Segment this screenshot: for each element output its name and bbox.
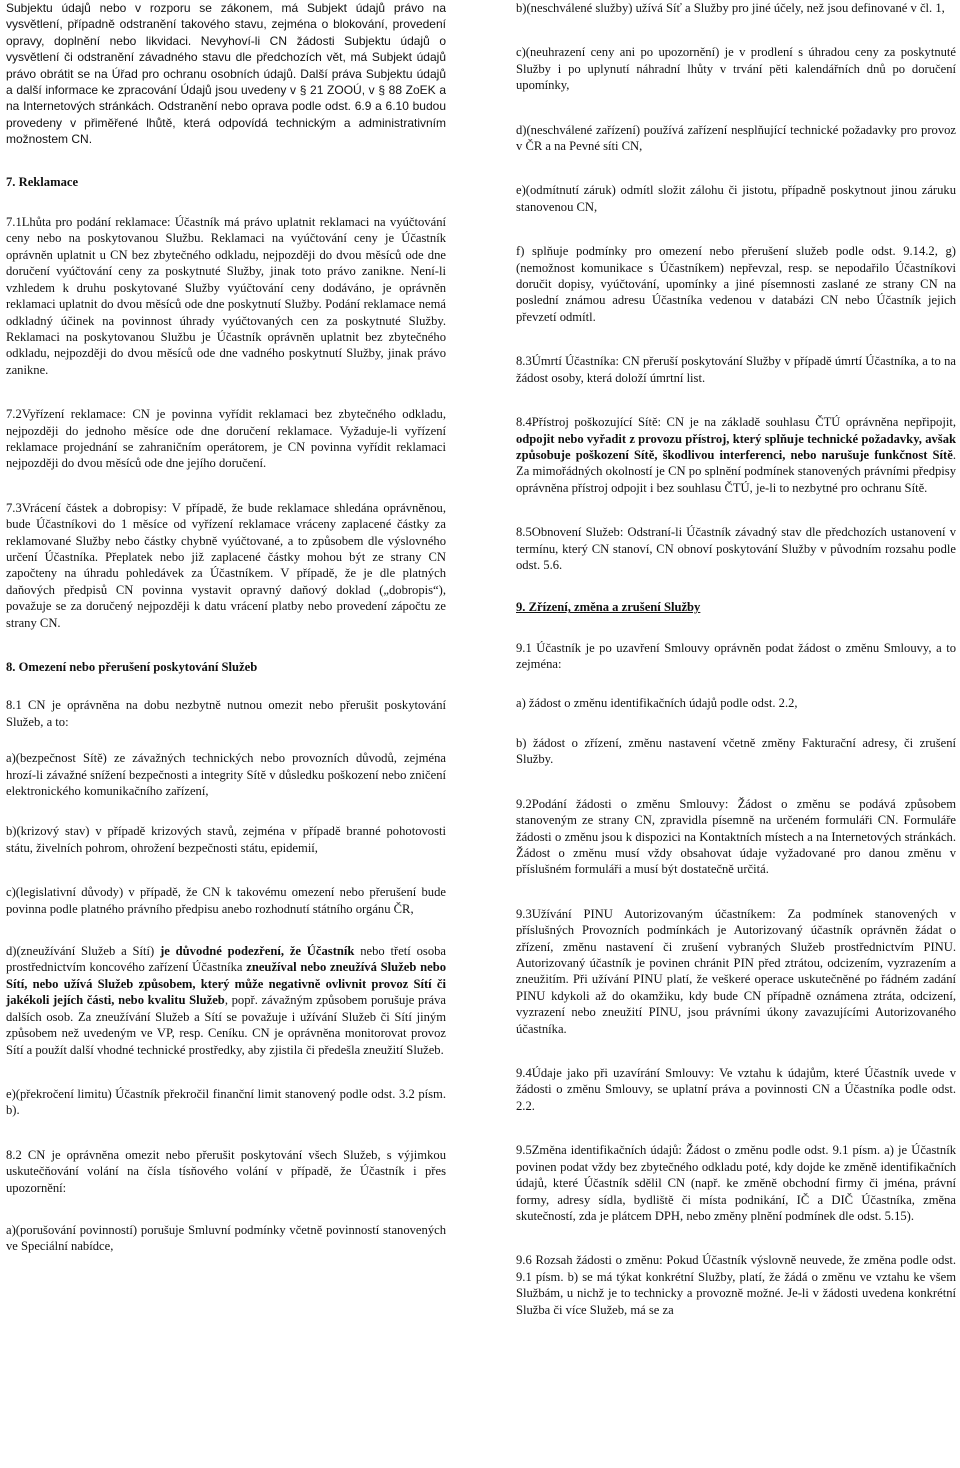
paragraph-7-1: 7.1Lhůta pro podání reklamace: Účastník má právo uplatnit reklamaci na vyúčtování ceny nebo na poskytovanou Službu. Reklamaci na vyúčtování ceny je Účastník oprávněn uplatnit u CN bez zbytečného odkladu, nejpozději do dvou měsíců ode dne doručení vyúčtování ceny za poskytnuté Služby, jinak toto právo zanikne. Není-li vzhledem k druhu poskytované Služby vyúčtování ceny dodáváno, je oprávněn reklamaci uplatnit do dvou měsíců ode dne poskytnutí Služby. Podání reklamace nemá odkladný účinek na povinnost úhrady vyúčtovaných cen za poskytnuté Služby. Reklamaci na poskytovanou Službu je Účastník oprávněn uplatnit bez zbytečného odkladu, nejpozději do dvou měsíců ode dne vadného poskytnutí Služby, jinak právo zanikne. (6, 215, 446, 377)
paragraph-8-5: 8.5Obnovení Služeb: Odstraní-li Účastník závadný stav dle předchozích ustanovení v termínu, který CN stanoví, CN obnoví poskytování Služby v původním rozsahu podle odst. 5.6. (516, 525, 956, 572)
paragraph-7-2: 7.2Vyřízení reklamace: CN je povinna vyřídit reklamaci bez zbytečného odkladu, nejpozději do jednoho měsíce ode dne doručení reklamace. Vyžaduje-li vyřízení reklamace projednání se zahraničním operátorem, je CN povinna vyřídit reklamaci nejpozději do dvou měsíců ode dne jejího doručení. (6, 407, 446, 471)
paragraph-8-1-d-part2: nebo třetí osoba prostřednictvím koncového zařízení Účastníka (6, 944, 447, 975)
paragraph-8-1-c: c)(legislativní důvody) v případě, že CN k takovému omezení nebo přerušení bude povinna podle platného právního předpisu anebo rozhodnutí státního orgánu ČR, (6, 885, 446, 916)
paragraph-8-3: 8.3Úmrtí Účastníka: CN přeruší poskytování Služby v případě úmrtí Účastníka, a to na žádost osoby, která doloží úmrtní list. (516, 354, 956, 385)
paragraph-8-1-d-part1: d)(zneužívání Služeb a Sítí) (6, 944, 161, 959)
paragraph-8-4-bold: odpojit nebo vyřadit z provozu přístroj, který splňuje technické požadavky, avšak způsobuje poškození Sítě, škodlivou interferenci, nebo narušuje funkčnost Sítě (516, 431, 956, 462)
paragraph-8-1-a: a)(bezpečnost Sítě) ze závažných technických nebo provozních důvodů, zejména hrozí-li závažné snížení bezpečnosti a integrity Sítě v důsledku poškození nebo zničení elektronického komunikačního zařízení, (6, 751, 446, 799)
paragraph-9-1-b: b) žádost o zřízení, změnu nastavení včetně změny Fakturační adresy, či zrušení Služby. (516, 735, 956, 767)
paragraph-9-2: 9.2Podání žádosti o změnu Smlouvy: Žádost o změnu se podává způsobem stanoveným ze strany CN, zpravidla písemně na určeném formuláři CN. Formuláře žádosti o změnu jsou k dispozici na Kontaktních místech a na Internetových stránkách. Žádost o změnu musí vždy obsahovat údaje vyžadované pro danou změnu v příslušném formuláři a musí být dostatečně určitá. (516, 796, 956, 877)
paragraph-9-6: 9.6 Rozsah žádosti o změnu: Pokud Účastník výslovně neuvede, že změna podle odst. 9.1 písm. b) se má týkat konkrétní Služby, platí, že žádá o změnu ve vztahu ke všem Službám, u nichž je to technicky a provozně možné. Je-li v žádosti uvedena konkrétní Služba či více Služeb, má se za (516, 1253, 956, 1317)
paragraph-8-1-b: b)(krizový stav) v případě krizových stavů, zejména v případě branné pohotovosti státu, živelních pohrom, ohrožení bezpečnosti státu, epidemií, (6, 824, 446, 855)
paragraph-8-2-b: b)(neschválené služby) užívá Síť a Služby pro jiné účely, než jsou definované v čl. 1, (516, 1, 945, 15)
left-column (6, 0, 446, 1255)
paragraph-8-2-c: c)(neuhrazení ceny ani po upozornění) je v prodlení s úhradou ceny za poskytnuté Služby i po uplynutí náhradní lhůty v trvání pěti kalendářních dnů po doručení upomínky, (516, 45, 956, 93)
paragraph-8-2-a: a)(porušování povinností) porušuje Smluvní podmínky včetně povinností stanovených ve Speciální nabídce, (6, 1222, 446, 1254)
paragraph-8-1-e: e)(překročení limitu) Účastník překročil finanční limit stanovený podle odst. 3.2 písm. b). (6, 1086, 446, 1118)
paragraph-8-2: 8.2 CN je oprávněna omezit nebo přerušit poskytování všech Služeb, s výjimkou uskutečňování volání na čísla tísňového volání v případě, že Účastník i přes upozornění: (6, 1147, 446, 1195)
paragraph-9-1: 9.1 Účastník je po uzavření Smlouvy oprávněn podat žádost o změnu Smlouvy, a to zejména: (516, 640, 956, 672)
paragraph-9-5: 9.5Změna identifikačních údajů: Žádost o změnu podle odst. 9.1 písm. a) je Účastník povinen podat vždy bez zbytečného odkladu poté, kdy dojde ke změně identifikačních údajů, které Účastník sdělil CN (např. ke změně obchodní firmy či jména, právní formy, adresy sídla, bydliště či místa podnikání, IČ a DIČ Účastníka, změna skutečností, zda je plátcem DPH, nebo změny plnění podmínek dle odst. 5.15). (516, 1143, 956, 1223)
paragraph-8-2-d: d)(neschválené zařízení) používá zařízení nesplňující technické požadavky pro provoz v ČR a na Pevné síti CN, (516, 122, 956, 154)
paragraph-8-2-f: f) splňuje podmínky pro omezení nebo přerušení služeb podle odst. 9.14.2, g) (nemožnost komunikace s Účastníkem) nepřevzal, resp. se nepodařilo Účastníkovi doručit dopisy, vyúčtování, upomínky a jiné písemnosti zaslané ze strany CN na poslední známou adresu Účastníka vedenou v databázi CN nebo Účastník jejich převzetí odmítl. (516, 244, 956, 324)
paragraph-8-1-d-bold2: zneužíval nebo zneužívá Služeb nebo Sítí, nebo užívá Služeb způsobem, který může negativně ovlivnit provoz Sítí či jakékoli jejích části, nebo kvalitu Služeb (6, 960, 446, 1008)
paragraph-8-4-part1: 8.4Přístroj poškozující Sítě: CN je na základě souhlasu ČTÚ oprávněna nepřipojit, (516, 415, 956, 430)
intro-paragraph: Subjektu údajů nebo v rozporu se zákonem, má Subjekt údajů právo na vysvětlení, případně odstranění takového stavu, zejména o blokování, provedení opravy, doplnění nebo likvidaci. Nevyhoví-li CN žádosti Subjektu údajů o vysvětlení či odstranění závadného stavu dle předchozích vět, má Subjekt údajů právo obrátit se na Úřad pro ochranu osobních údajů. Další práva Subjektu údajů a další informace ke zpracování Údajů jsou uvedeny v § 21 ZOOÚ, v § 88 ZoEK a na Internetových stránkách. Odstranění nebo oprava podle odst. 6.9 a 6.10 budou provedeny v přiměřené lhůtě, která odpovídá technickým a administrativním možnostem CN. (6, 1, 446, 147)
paragraph-9-4: 9.4Údaje jako při uzavírání Smlouvy: Ve vztahu k údajům, které Účastník uvede v žádosti o změnu Smlouvy, se uplatní práva a povinnosti CN a Účastníka podle odst. 2.2. (516, 1066, 956, 1113)
paragraph-9-1-a: a) žádost o změnu identifikačních údajů podle odst. 2.2, (516, 695, 798, 710)
paragraph-8-1: 8.1 CN je oprávněna na dobu nezbytně nutnou omezit nebo přerušit poskytování Služeb, a to: (6, 698, 446, 729)
paragraph-9-3: 9.3Užívání PINU Autorizovaným účastníkem: Za podmínek stanovených v příslušných Provozních podmínkách je Autorizovaný účastník oprávněn žádat o zřízení, změnu nastavení či zrušení vybraných Služeb prostřednictvím PINU. Autorizovaný účastník je povinen chránit PIN před ztrátou, odcizením, vyzrazením a zneužitím. Při užívání PINU platí, že veškeré operace uskutečněné po řádném zadání PINU kdykoli až do okamžiku, kdy bude CN případně oznámena ztráta, odcizení, vyzrazení nebo zneužití PINU, jsou právními úkony zavazujícími Autorizovaného účastníka. (516, 906, 956, 1036)
paragraph-8-1-d-bold1: je důvodné podezření, že Účastník (160, 944, 355, 959)
paragraph-7-3: 7.3Vrácení částek a dobropisy: V případě, že bude reklamace shledána oprávněnou, bude Účastníkovi do 1 měsíce od vyřízení reklamace vráceny zaplacené částky za reklamované Služby nebo částky chybně vyúčtované, a to způsobem dle výslovného určení Účastníka. Přeplatek nebo již zaplacené částky mohou být ze strany CN započteny na úhradu pohledávek za Účastníkem. V případě, že je dle platných daňových předpisů CN povinna vystavit opravný daňový doklad („dobropis“), považuje se za doručený nejpozději k datu vrácení platby nebo provedení zápočtu ze strany CN. (6, 500, 446, 630)
paragraph-8-1-d (6, 943, 446, 1058)
paragraph-8-1-d-part3: , popř. závažným způsobem porušuje práva dalších osob. Za zneužívání Služeb a Sítí se považuje i užívání Služeb či Sítí jiným způsobem než uvedeným ve VP, resp. Ceníku. CN je oprávněna monitorovat provoz Sítí a použít další vhodné technické prostředky, aby zjistila či předešla zneužití Služeb. (6, 993, 446, 1057)
paragraph-8-4 (516, 414, 956, 496)
section-7-heading: 7. Reklamace (6, 174, 79, 189)
paragraph-8-2-e: e)(odmítnutí záruk) odmítl složit zálohu či jistotu, případně poskytnout jinou záruku stanovenou CN, (516, 183, 956, 214)
paragraph-8-4-part2: . Za mimořádných okolností je CN po splnění podmínek stanovených právními předpisy oprávněna přístroj odpojit i bez souhlasu ČTÚ, je-li to nezbytné pro ochranu Sítě. (516, 447, 956, 495)
section-8-heading: 8. Omezení nebo přerušení poskytování Služeb (6, 660, 258, 674)
right-column (516, 0, 956, 1318)
section-9-heading: 9. Zřízení, změna a zrušení Služby (516, 600, 701, 615)
